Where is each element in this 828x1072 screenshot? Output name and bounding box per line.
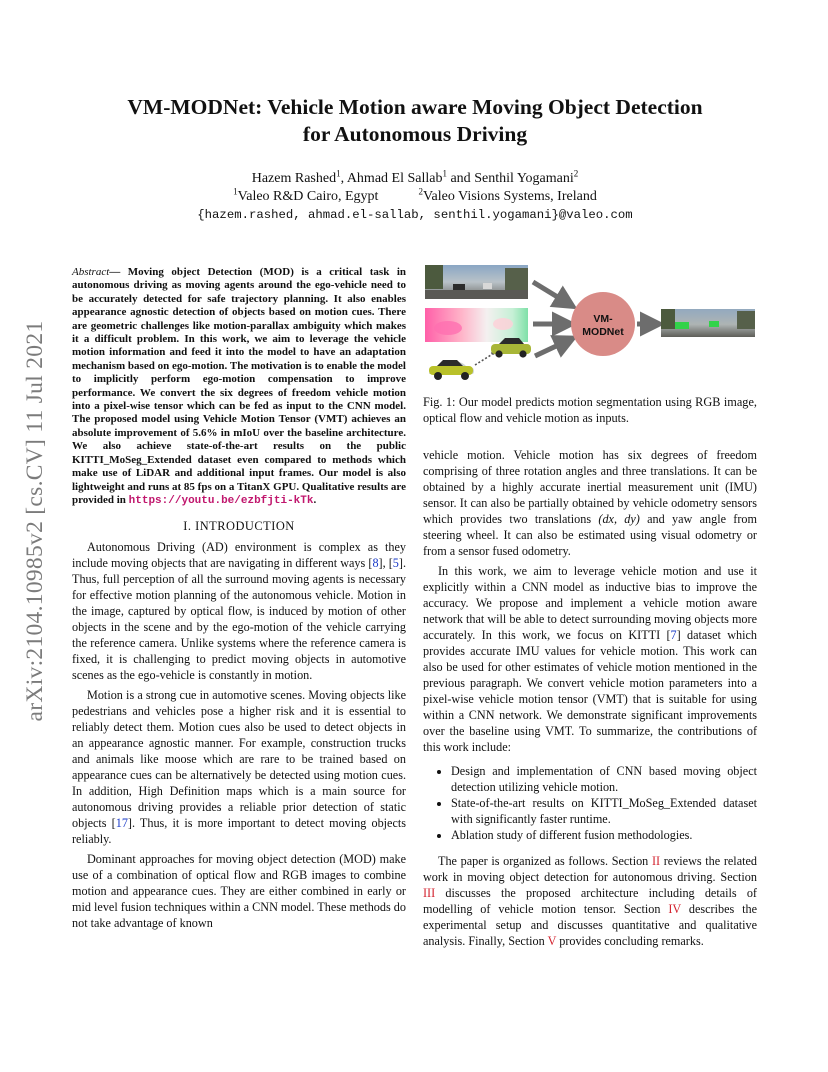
output-segmentation-thumbnail <box>661 309 755 337</box>
right-column <box>423 447 757 949</box>
abstract <box>72 266 406 508</box>
citation-link[interactable]: 8 <box>372 556 379 571</box>
citation-link[interactable]: 5 <box>392 556 399 571</box>
optical-flow-thumbnail <box>425 308 528 342</box>
text-span: discusses the proposed architecture including details of modelling of vehicle motion tensor. Section <box>423 886 757 916</box>
citation-link[interactable]: 7 <box>670 628 677 642</box>
paragraph <box>72 687 406 847</box>
text-span: Autonomous Driving (AD) environment is complex as they include moving objects that are navigating in different ways [ <box>72 540 406 571</box>
paper-title <box>60 94 770 148</box>
affiliations <box>60 188 770 206</box>
text-span: ]. Thus, it is more important to detect moving objects reliably. <box>72 816 406 847</box>
text-span: reviews the related work in moving object detection for autonomous driving. Section <box>423 854 757 884</box>
paragraph: Dominant approaches for moving object detection (MOD) make use of a combination of optical flow and RGB images to combine motion and appearance cues. They are either combined in early or mid level fusion techniques within a CNN model. These methods do not take advantage of known <box>72 852 406 931</box>
arxiv-watermark: arXiv:2104.10985v2 [cs.CV] 11 Jul 2021 <box>22 320 48 722</box>
paragraph <box>72 539 406 683</box>
text-span: ]. Thus, full perception of all the surround moving agents is necessary for effective motion planning of the autonomous vehicle. Motion in the image, captured by optical flow, is induced by motion of other objects in the scene and by the ego-motion of the vehicle carrying the reference camera. Unlike systems where the reference camera is fixed, it is challenging to predict moving objects in automotive scenes as the ego-vehicle is constantly in motion. <box>72 556 406 683</box>
rgb-image-thumbnail <box>425 265 528 299</box>
affil-mark: 1 <box>233 186 238 197</box>
text-span: Motion is a strong cue in automotive scenes. Moving objects like pedestrians and vehicles pose a higher risk and it is essential to reliably detect them. Motion cues also be used to detect objects in an appearance agnostic manner. For example, construction trucks and animals like moose which are rare to be trained based on appearance cues can be alternatively be detected using motion cues. In addition, High Definition maps which is a main source for autonomous driving provides a reliable prior detection of static objects [ <box>72 688 406 831</box>
text-span: describes the experimental setup and discusses quantitative and qualitative analysis. Finally, Section <box>423 902 757 948</box>
title-line-1: VM-MODNet: Vehicle Motion aware Moving Object Detection <box>127 95 703 119</box>
text-span: provides concluding remarks. <box>556 934 704 948</box>
text-span: ] dataset which provides accurate IMU values for vehicle motion. This work can also be used for other estimates of vehicle motion mentioned in the previous paragraph. We convert vehicle motion parameters into a pixel-wise vehicle motion tensor (VMT) that is suitable for using within a CNN network. We demonstrate significant improvements over the baseline using VMT. To summarize, the contributions of this work include: <box>423 628 757 754</box>
contribution-list <box>423 763 757 843</box>
text-span: ], [ <box>378 556 393 571</box>
vm-modnet-label: VM- <box>593 313 613 325</box>
author-affil-mark: 2 <box>573 168 579 179</box>
author-name: Senthil Yogamani <box>474 171 574 186</box>
list-item: • Ablation study of different fusion methodologies. <box>451 827 757 843</box>
abstract-dash: — <box>109 266 121 278</box>
text-span: and yaw angle from steering wheel. It can also be estimated using visual odometry or from a sensor fused odometry. <box>423 512 757 558</box>
abstract-text: Moving object Detection (MOD) is a critical task in autonomous driving as moving agents around the ego-vehicle need to be accurately detected for safe trajectory planning. It also enables appearance agnostic detection of objects based on motion cues. There are geometric challenges like motion-parallax ambiguity which makes it a difficult problem. In this work, we aim to leverage the vehicle motion information and feed it into the model to have an adaptation mechanism based on ego-motion. The motivation is to enable the model to implicitly perform ego-motion compensation to improve performance. We convert the six degrees of freedom vehicle motion into a pixel-wise tensor which can be fed as input to the CNN model. The proposed model using Vehicle Motion Tensor (VMT) achieves an absolute improvement of 5.6% in mIoU over the baseline architecture. We also achieve state-of-the-art results on the public KITTI_MoSeg_Extended dataset even compared to methods which make use of LiDAR and additional input frames. Our model is also lightweight and runs at 85 fps on a TitanX GPU. Qualitative results are provided in <box>72 266 406 506</box>
citation-link[interactable]: 17 <box>115 816 128 831</box>
arrow-rgb-to-net <box>533 282 569 304</box>
paragraph <box>423 563 757 755</box>
figure-1 <box>423 262 757 390</box>
arrow-motion-to-net <box>535 340 569 356</box>
paragraph <box>423 447 757 559</box>
author-emails: {hazem.rashed, ahmad.el-sallab, senthil.yogamani}@valeo.com <box>197 208 633 222</box>
affiliation-2: Valeo Visions Systems, Ireland <box>422 189 597 204</box>
math-inline: (dx, dy) <box>598 512 640 526</box>
left-column <box>72 266 406 931</box>
section-link[interactable]: IV <box>668 902 681 916</box>
affil-mark: 2 <box>418 186 423 197</box>
text-span: In this work, we aim to leverage vehicle motion and use it explicitly within a CNN model as inductive bias to improve the accuracy. We propose and implement a vehicle motion aware network that will be able to detect surrounding moving objects more accurately. In this work, we focus on KITTI [ <box>423 564 757 642</box>
figure-diagram <box>423 262 757 390</box>
text-span: The paper is organized as follows. Section <box>438 854 652 868</box>
author-name: Hazem Rashed <box>251 171 337 186</box>
text-span: vehicle motion. Vehicle motion has six degrees of freedom comprising of three rotation angles and three translations. It can be obtained by a highly accurate inertial measurement unit (IMU) sensor. It can also be partially obtained by vehicle odometry sensors which provides two translations <box>423 448 757 526</box>
paragraph <box>423 853 757 949</box>
vehicle-motion-icon <box>429 338 531 380</box>
video-link[interactable]: https://youtu.be/ezbfjti-kTk <box>128 494 314 507</box>
figure-caption: Fig. 1: Our model predicts motion segmentation using RGB image, optical flow and vehicle motion as inputs. <box>423 395 757 425</box>
section-link[interactable]: III <box>423 886 436 900</box>
author-list: Hazem Rashed$^1$, Ahmad El Sallab$^1$ and Senthil Yogamani$^2$ <box>251 168 579 186</box>
list-item: • Design and implementation of CNN based moving object detection utilizing vehicle motion. <box>451 763 757 795</box>
author-affil-mark: 1 <box>442 168 447 179</box>
abstract-label: Abstract <box>72 266 110 278</box>
title-line-2: for Autonomous Driving <box>302 122 528 146</box>
author-name: Ahmad El Sallab <box>346 171 443 186</box>
section-heading-introduction: I. INTRODUCTION <box>183 519 295 534</box>
author-affil-mark: 1 <box>336 168 341 179</box>
section-link[interactable]: V <box>547 934 557 948</box>
author-conjunction: and <box>450 171 471 186</box>
section-link[interactable]: II <box>651 854 661 868</box>
affiliation-1: Valeo R&D Cairo, Egypt <box>237 189 379 204</box>
list-item: • State-of-the-art results on KITTI_MoSeg_Extended dataset with significantly faster runtime. <box>451 795 757 827</box>
abstract-end: . <box>313 493 317 506</box>
vm-modnet-label-line2: MODNet <box>582 326 624 338</box>
